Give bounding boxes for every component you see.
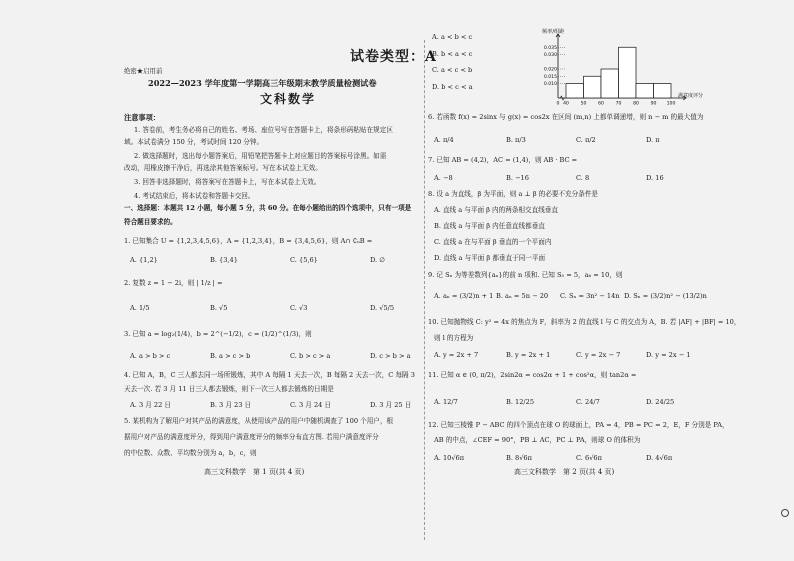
q8-option-b: B. 直线 a 与平面 β 内任意直线都垂直 <box>434 222 545 230</box>
histogram-bar <box>654 84 672 99</box>
q12-option-b: B. 8√6π <box>506 454 532 462</box>
q12-option-d: D. 4√6π <box>646 454 673 462</box>
note-line: 1. 答卷前，考生务必将自己的姓名、考场、座位号写在答题卡上，将条形码粘贴在规定区 <box>134 126 393 134</box>
q12-option-a: A. 10√6π <box>434 454 465 462</box>
note-line: 改动，用橡皮擦干净后，再选涂其他答案标号。写在本试卷上无效。 <box>124 164 322 172</box>
q6-option-a: A. π/4 <box>434 136 454 144</box>
q7-option-b: B. −16 <box>506 174 529 182</box>
q3-option-c: C. b > c > a <box>290 352 331 360</box>
x-tick-label: 40 <box>563 101 569 107</box>
page-footer: 高三文科数学 第 2 页(共 4 页) <box>514 468 615 476</box>
q7-option-a: A. −8 <box>434 174 453 182</box>
q3-option-d: D. c > b > a <box>370 352 411 360</box>
y-tick-label: 0.015 <box>543 74 557 80</box>
q7-option-d: D. 16 <box>646 174 664 182</box>
q2-option-b: B. √5 <box>210 304 228 312</box>
histogram-bar <box>636 84 654 99</box>
histogram-bar <box>619 47 637 98</box>
q11-option-b: B. 12/25 <box>506 398 535 406</box>
section-heading: 符合题目要求的。 <box>124 218 177 226</box>
question-3-stem: 3. 已知 a = log₂(1/4)，b = 2^(−1/2)，c = (1/2)^(1/3)，则 <box>124 330 312 338</box>
q5-option-a: A. a < b < c <box>432 33 473 41</box>
page-footer: 高三文科数学 第 1 页(共 4 页) <box>204 468 305 476</box>
question-12-line: 12. 已知三棱锥 P − ABC 的四个顶点在球 O 的球面上，PA = 4，PB = PC = 2，E，F 分别是 PA， <box>428 421 729 429</box>
q2-option-c: C. √3 <box>290 304 308 312</box>
page-divider <box>424 40 426 540</box>
question-8-stem: 8. 设 a 为直线，β 为平面，则 a ⊥ β 的必要不充分条件是 <box>428 190 599 198</box>
note-line: 域。本试卷满分 150 分，考试时间 120 分钟。 <box>124 138 264 146</box>
q9-option-b: B. aₙ = 5n − 20 <box>496 292 549 300</box>
question-2-stem: 2. 复数 z = 1 − 2i，则 | 1/z | = <box>124 279 223 287</box>
question-10-line: 10. 已知抛物线 C: y² = 4x 的焦点为 F，斜率为 2 的直线 l 与 C 的交点为 A，B. 若 |AF| + |BF| = 10， <box>428 318 741 326</box>
q8-option-c: C. 直线 a 在与平面 β 垂直的一个平面内 <box>434 238 552 246</box>
q4-option-a: A. 3 月 22 日 <box>130 401 172 409</box>
x-tick-label: 70 <box>615 101 622 107</box>
question-4-line: 4. 已知 A，B，C 三人都去同一场所锻炼，其中 A 每隔 1 天去一次，B 每隔 2 天去一次，C 每隔 3 <box>124 371 415 379</box>
q8-option-a: A. 直线 a 与平面 β 内的两条相交直线垂直 <box>434 206 558 214</box>
binding-hole-mark <box>781 509 789 517</box>
q5-option-d: D. b < c < a <box>432 83 473 91</box>
histogram-y-axis-label: 频率/组距 <box>542 29 565 35</box>
y-tick-label: 0.020 <box>543 67 557 73</box>
histogram-x-axis-label: 满意度评分 <box>678 93 704 99</box>
y-tick-label: 0.030 <box>543 53 557 59</box>
page-1 <box>118 0 437 561</box>
x-tick-label: 100 <box>666 101 676 107</box>
note-line: 2. 做选择题时，选出每小题答案后，用铅笔把答题卡上对应题目的答案标号涂黑。如需 <box>134 152 387 160</box>
q5-option-b: B. b < a < c <box>432 50 473 58</box>
q11-option-c: C. 24/7 <box>576 398 600 406</box>
q11-option-a: A. 12/7 <box>434 398 458 406</box>
question-5-line: 据用户对产品的满意度评分，得到用户满意度评分的频率分布直方图. 若用户满意度评分 <box>124 433 379 441</box>
q1-option-d: D. ∅ <box>370 256 385 264</box>
q6-option-b: B. π/3 <box>506 136 526 144</box>
note-line: 3. 回答非选择题时，将答案写在答题卡上，写在本试卷上无效。 <box>134 178 321 186</box>
q10-option-b: B. y = 2x + 1 <box>506 351 551 359</box>
histogram-bar <box>601 69 619 98</box>
question-1-stem: 1. 已知集合 U = {1,2,3,4,5,6}，A = {1,2,3,4}，B = {3,4,5,6}，则 A∩ ∁ᵤB = <box>124 237 373 245</box>
q4-option-d: D. 3 月 25 日 <box>370 401 412 409</box>
question-5-line: 5. 某机构为了解用户对其产品的满意度，从使用该产品的用户中随机调查了 100 个用户，根 <box>124 417 394 425</box>
x-tick-label: 50 <box>580 101 587 107</box>
q6-option-d: D. π <box>646 136 660 144</box>
q7-option-c: C. 8 <box>576 174 590 182</box>
q9-option-d: D. Sₙ = (3/2)n² − (13/2)n <box>624 292 707 300</box>
x-tick-label: 90 <box>650 101 657 107</box>
question-11-stem: 11. 已知 α ∈ (0, π/2)，2sin2α = cos2α + 1 + cos²α，则 tan2α = <box>428 371 637 379</box>
page-2 <box>428 0 741 561</box>
y-tick-label: 0.035 <box>543 45 557 51</box>
q1-option-b: B. {3,4} <box>210 256 238 264</box>
q9-option-a: A. aₙ = (3/2)n + 1 <box>434 292 494 300</box>
frequency-histogram <box>536 26 706 108</box>
y-tick-label: 0.010 <box>543 82 557 88</box>
q2-option-a: A. 1/5 <box>130 304 150 312</box>
question-4-line: 天去一次. 若 3 月 11 日三人都去锻炼，则下一次三人都去锻炼的日期是 <box>124 385 334 393</box>
notes-heading: 注意事项： <box>124 113 160 122</box>
question-12-line: AB 的中点，∠CEF = 90°，PB ⊥ AC，PC ⊥ PA，则球 O 的体积为 <box>434 436 641 444</box>
q2-option-d: D. √5/5 <box>370 304 395 312</box>
question-9-stem: 9. 记 Sₙ 为等差数列{aₙ}的前 n 项和. 已知 S₅ = 5，a₆ = 10，则 <box>428 271 623 279</box>
histogram-bar <box>584 76 602 98</box>
subject-title: 文科数学 <box>260 92 317 106</box>
q9-option-c: C. Sₙ = 3n² − 14n <box>560 292 620 300</box>
q6-option-c: C. π/2 <box>576 136 596 144</box>
histogram-bar <box>566 84 584 99</box>
x-tick-label: 80 <box>633 101 639 107</box>
q10-option-c: C. y = 2x − 7 <box>576 351 621 359</box>
q10-option-a: A. y = 2x + 7 <box>434 351 479 359</box>
question-7-stem: 7. 已知 AB = (4,2)，AC = (1,4)，则 AB · BC = <box>428 156 578 164</box>
exam-type-label: 试卷类型：A <box>350 49 437 65</box>
q3-option-b: B. a > c > b <box>210 352 251 360</box>
q5-option-c: C. a < c < b <box>432 66 473 74</box>
note-line: 4. 考试结束后，将本试卷和答题卡交回。 <box>134 192 255 200</box>
question-6-stem: 6. 若函数 f(x) = 2sinx 与 g(x) = cos2x 在区间 (m,n) 上都单调递增，则 n − m 的最大值为 <box>428 113 704 121</box>
q3-option-a: A. a > b > c <box>130 352 171 360</box>
q1-option-c: C. {5,6} <box>290 256 318 264</box>
question-5-line: 的中位数、众数、平均数分别为 a，b，c，则 <box>124 449 257 457</box>
q12-option-c: C. 6√6π <box>576 454 602 462</box>
x-tick-label: 60 <box>598 101 604 107</box>
question-10-line: 则 l 的方程为 <box>434 334 474 342</box>
paper-title: 2022—2023 学年度第一学期高三年级期末教学质量检测试卷 <box>148 78 377 88</box>
section-heading: 一、选择题：本题共 12 小题，每小题 5 分，共 60 分。在每小题给出的四个选项中，只有一项是 <box>124 204 412 212</box>
secret-mark: 绝密★启用前 <box>124 67 163 75</box>
x-tick-label: 0 <box>556 101 560 107</box>
q4-option-b: B. 3 月 23 日 <box>210 401 252 409</box>
q1-option-a: A. {1,2} <box>130 256 158 264</box>
q11-option-d: D. 24/25 <box>646 398 675 406</box>
q10-option-d: D. y = 2x − 1 <box>646 351 691 359</box>
q8-option-d: D. 直线 a 与平面 β 都垂直于同一平面 <box>434 254 546 262</box>
q4-option-c: C. 3 月 24 日 <box>290 401 332 409</box>
